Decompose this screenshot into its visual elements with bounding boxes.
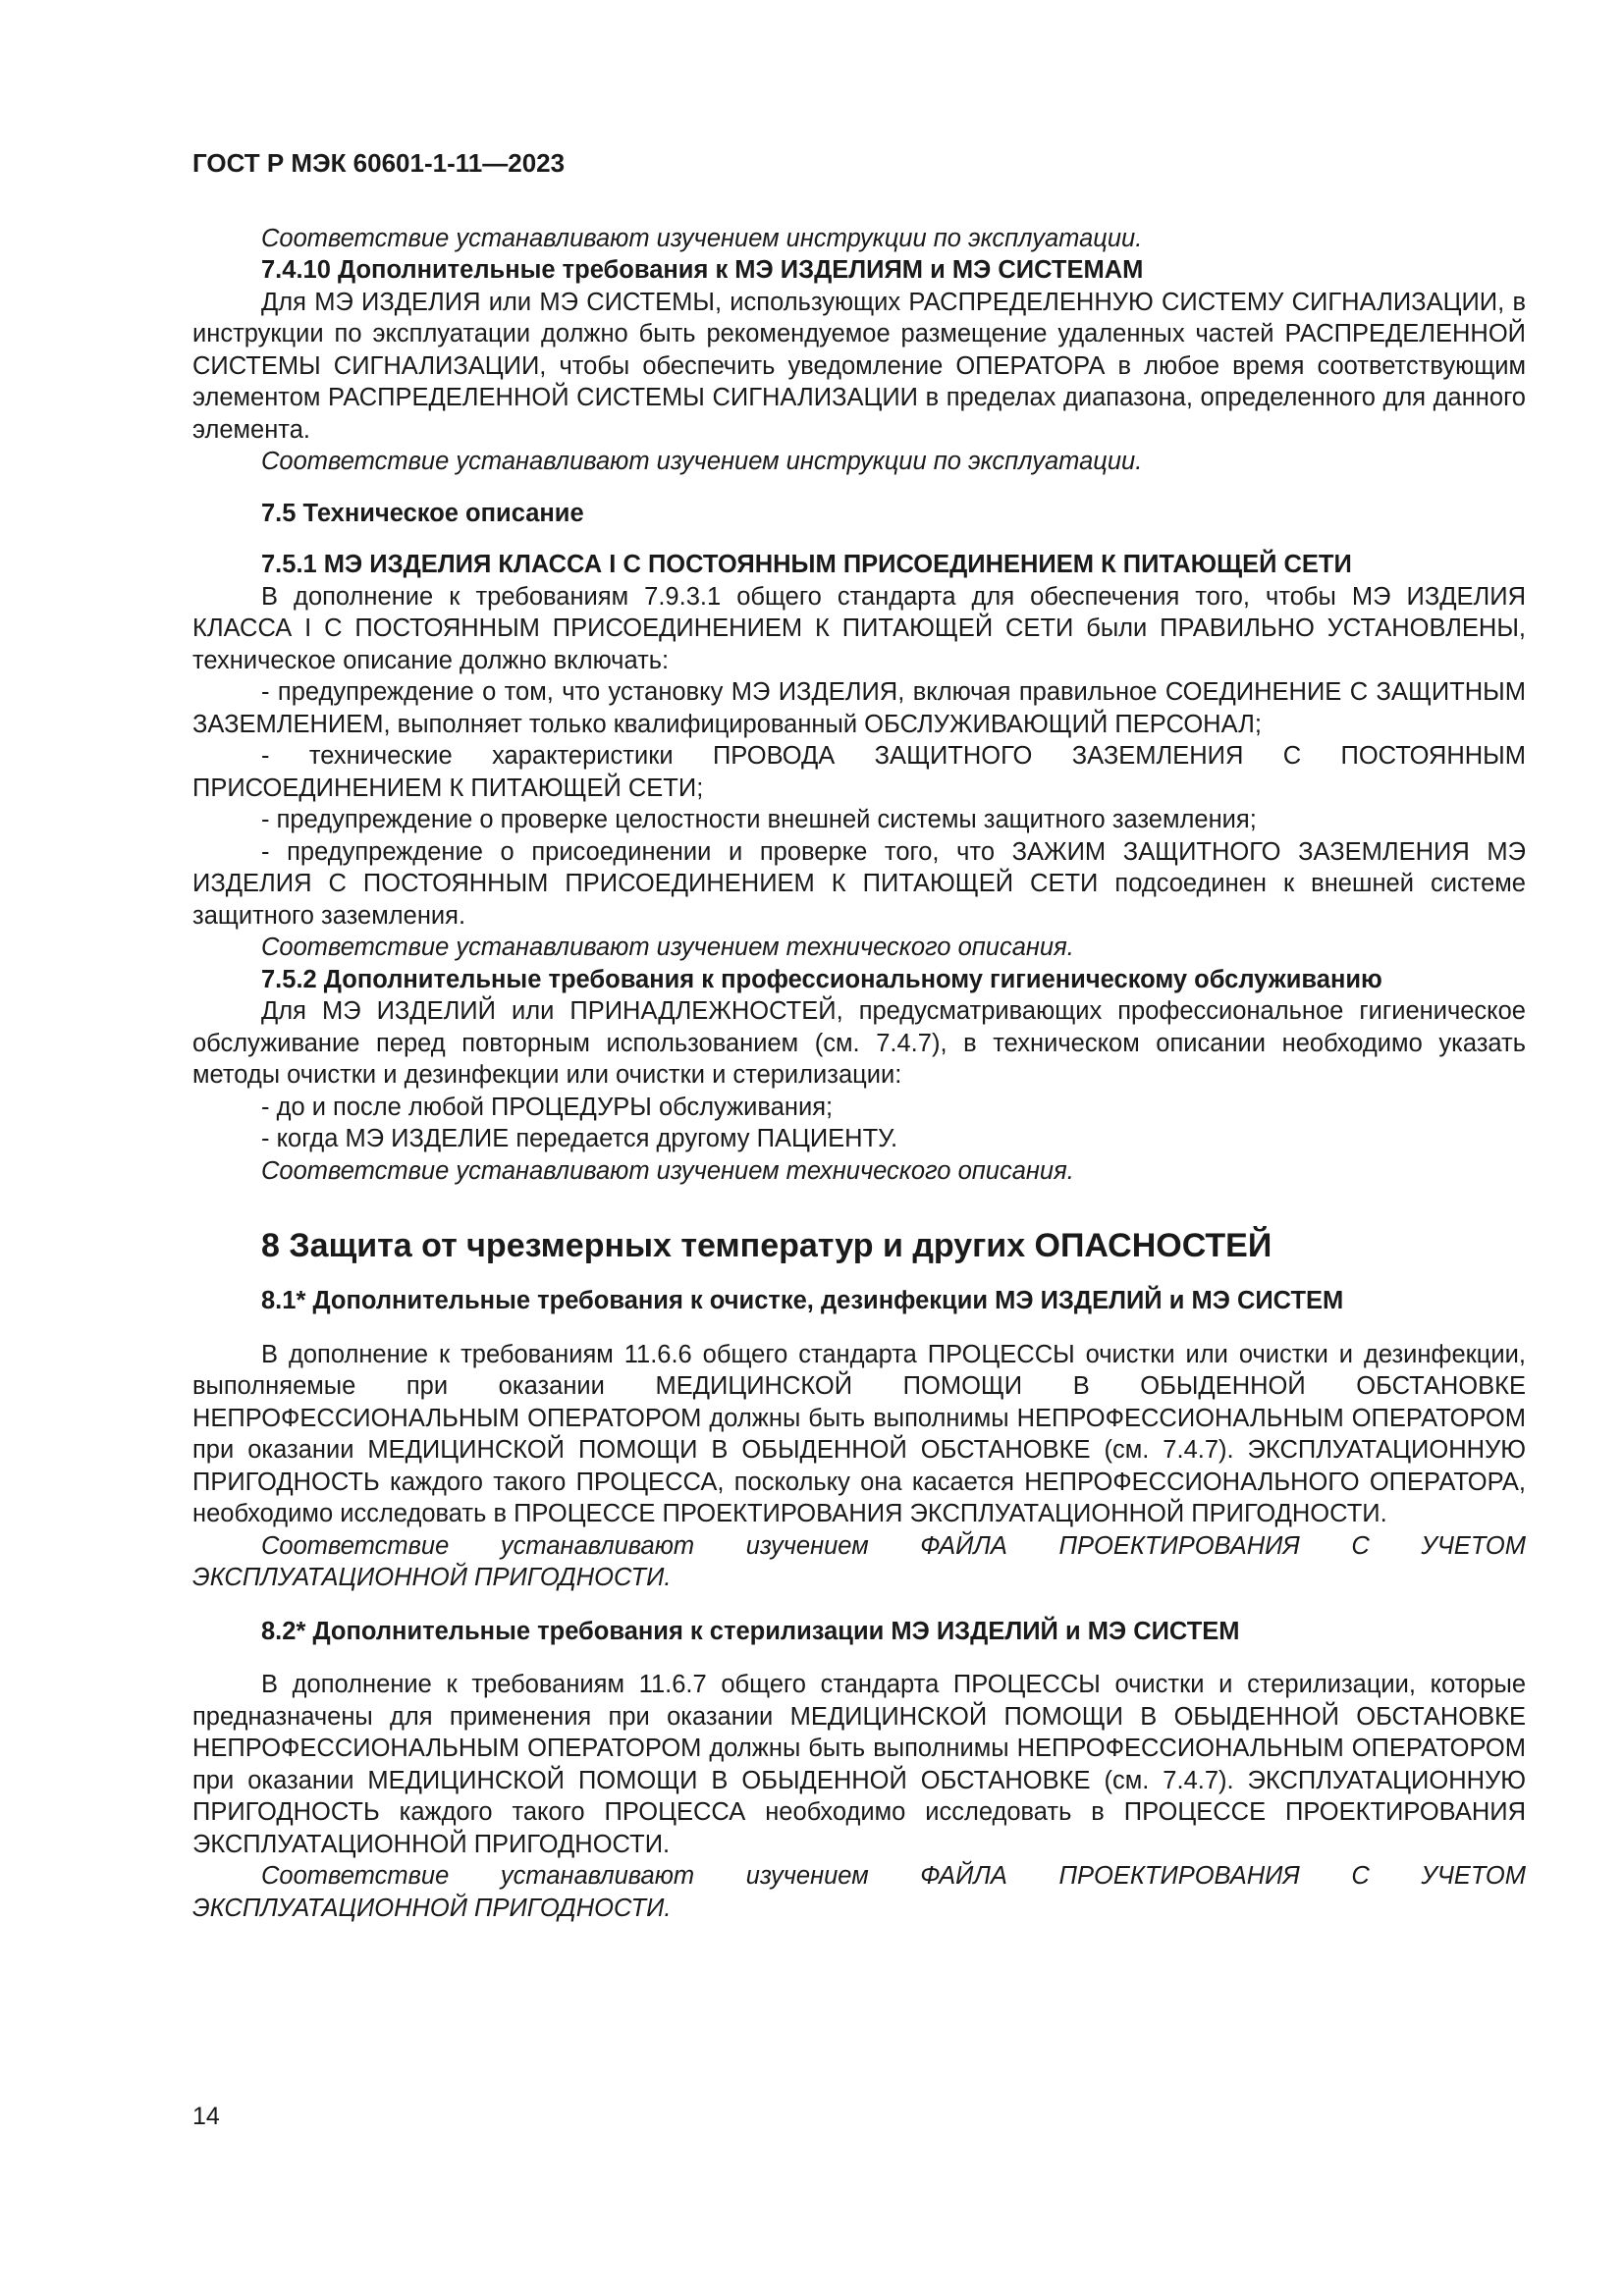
list-item: - технические характеристики ПРОВОДА ЗАЩИТНОГО ЗАЗЕМЛЕНИЯ С ПОСТОЯННЫМ ПРИСОЕДИНЕНИЕМ К ПИТАЮЩЕЙ СЕТИ; <box>192 742 1526 802</box>
clause-heading-7-4-10: 7.4.10 Дополнительные требования к МЭ ИЗДЕЛИЯМ и МЭ СИСТЕМАМ <box>261 256 1144 284</box>
compliance-note: Соответствие устанавливают изучением инструкции по эксплуатации. <box>261 224 1143 252</box>
paragraph: В дополнение к требованиям 7.9.3.1 общего стандарта для обеспечения того, чтобы МЭ ИЗДЕЛИЯ КЛАССА I С ПОСТОЯННЫМ ПРИСОЕДИНЕНИЕМ К ПИТАЮЩЕЙ СЕТИ были ПРАВИЛЬНО УСТАНОВЛЕНЫ, техническое описание должно включать: <box>192 582 1526 674</box>
list-item: - когда МЭ ИЗДЕЛИЕ передается другому ПАЦИЕНТУ. <box>261 1125 898 1152</box>
list-item: - предупреждение о проверке целостности внешней системы защитного заземления; <box>261 806 1257 833</box>
standard-designation: ГОСТ Р МЭК 60601-1-11—2023 <box>192 148 566 178</box>
list-item: - до и после любой ПРОЦЕДУРЫ обслуживания; <box>261 1093 834 1121</box>
compliance-note: Соответствие устанавливают изучением технического описания. <box>261 934 1074 961</box>
clause-heading-8-1: 8.1* Дополнительные требования к очистке, дезинфекции МЭ ИЗДЕЛИЙ и МЭ СИСТЕМ <box>261 1287 1344 1314</box>
compliance-note: Соответствие устанавливают изучением ФАЙЛА ПРОЕКТИРОВАНИЯ С УЧЕТОМ ЭКСПЛУАТАЦИОННОЙ ПРИГОДНОСТИ. <box>192 1862 1526 1922</box>
compliance-note: Соответствие устанавливают изучением технического описания. <box>261 1156 1074 1185</box>
document-page <box>192 147 1526 1924</box>
list-item: - предупреждение о том, что установку МЭ ИЗДЕЛИЯ, включая правильное СОЕДИНЕНИЕ С ЗАЩИТНЫМ ЗАЗЕМЛЕНИЕМ, выполняет только квалифицированный ОБСЛУЖИВАЮЩИЙ ПЕРСОНАЛ; <box>192 678 1526 738</box>
compliance-note: Соответствие устанавливают изучением инструкции по эксплуатации. <box>261 448 1143 475</box>
list-item: - предупреждение о присоединении и проверке того, что ЗАЖИМ ЗАЩИТНОГО ЗАЗЕМЛЕНИЯ МЭ ИЗДЕЛИЯ С ПОСТОЯННЫМ ПРИСОЕДИНЕНИЕМ К ПИТАЮЩЕЙ СЕТИ подсоединен к внешней системе защитного заземления. <box>192 837 1526 930</box>
clause-heading-8-2: 8.2* Дополнительные требования к стерилизации МЭ ИЗДЕЛИЙ и МЭ СИСТЕМ <box>261 1617 1240 1645</box>
page-number: 14 <box>192 2103 220 2130</box>
paragraph: Для МЭ ИЗДЕЛИЙ или ПРИНАДЛЕЖНОСТЕЙ, предусматривающих профессиональное гигиеническое обслуживание перед повторным использованием (см. 7.4.7), в техническом описании необходимо указать методы очистки и дезинфекции или очистки и стерилизации: <box>192 997 1526 1089</box>
paragraph: В дополнение к требованиям 11.6.7 общего стандарта ПРОЦЕССЫ очистки и стерилизации, которые предназначены для применения при оказании МЕДИЦИНСКОЙ ПОМОЩИ В ОБЫДЕННОЙ ОБСТАНОВКЕ НЕПРОФЕССИОНАЛЬНЫМ ОПЕРАТОРОМ должны быть выполнимы НЕПРОФЕССИОНАЛЬНЫМ ОПЕРАТОРОМ при оказании МЕДИЦИНСКОЙ ПОМОЩИ В ОБЫДЕННОЙ ОБСТАНОВКЕ (см. 7.4.7). ЭКСПЛУАТАЦИОННУЮ ПРИГОДНОСТЬ каждого такого ПРОЦЕССА необходимо исследовать в ПРОЦЕССЕ ПРОЕКТИРОВАНИЯ ЭКСПЛУАТАЦИОННОЙ ПРИГОДНОСТИ. <box>192 1671 1526 1858</box>
section-heading-8: 8 Защита от чрезмерных температур и других ОПАСНОСТЕЙ <box>261 1227 1272 1264</box>
paragraph: В дополнение к требованиям 11.6.6 общего стандарта ПРОЦЕССЫ очистки или очистки и дезинфекции, выполняемые при оказании МЕДИЦИНСКОЙ ПОМОЩИ В ОБЫДЕННОЙ ОБСТАНОВКЕ НЕПРОФЕССИОНАЛЬНЫМ ОПЕРАТОРОМ должны быть выполнимы НЕПРОФЕССИОНАЛЬНЫМ ОПЕРАТОРОМ при оказании МЕДИЦИНСКОЙ ПОМОЩИ В ОБЫДЕННОЙ ОБСТАНОВКЕ (см. 7.4.7). ЭКСПЛУАТАЦИОННУЮ ПРИГОДНОСТЬ каждого такого ПРОЦЕССА, поскольку она касается НЕПРОФЕССИОНАЛЬНОГО ОПЕРАТОРА, необходимо исследовать в ПРОЦЕССЕ ПРОЕКТИРОВАНИЯ ЭКСПЛУАТАЦИОННОЙ ПРИГОДНОСТИ. <box>192 1340 1526 1527</box>
compliance-note: Соответствие устанавливают изучением ФАЙЛА ПРОЕКТИРОВАНИЯ С УЧЕТОМ ЭКСПЛУАТАЦИОННОЙ ПРИГОДНОСТИ. <box>192 1531 1526 1591</box>
clause-heading-7-5: 7.5 Техническое описание <box>261 499 584 527</box>
clause-heading-7-5-2: 7.5.2 Дополнительные требования к профессиональному гигиеническому обслуживанию <box>261 965 1382 993</box>
paragraph: Для МЭ ИЗДЕЛИЯ или МЭ СИСТЕМЫ, использующих РАСПРЕДЕЛЕННУЮ СИСТЕМУ СИГНАЛИЗАЦИИ, в инструкции по эксплуатации должно быть рекомендуемое размещение удаленных частей РАСПРЕДЕЛЕННОЙ СИСТЕМЫ СИГНАЛИЗАЦИИ, чтобы обеспечить уведомление ОПЕРАТОРА в любое время соответствующим элементом РАСПРЕДЕЛЕННОЙ СИСТЕМЫ СИГНАЛИЗАЦИИ в пределах диапазона, определенного для данного элемента. <box>192 288 1526 444</box>
clause-heading-7-5-1: 7.5.1 МЭ ИЗДЕЛИЯ КЛАССА I С ПОСТОЯННЫМ ПРИСОЕДИНЕНИЕМ К ПИТАЮЩЕЙ СЕТИ <box>261 551 1352 578</box>
